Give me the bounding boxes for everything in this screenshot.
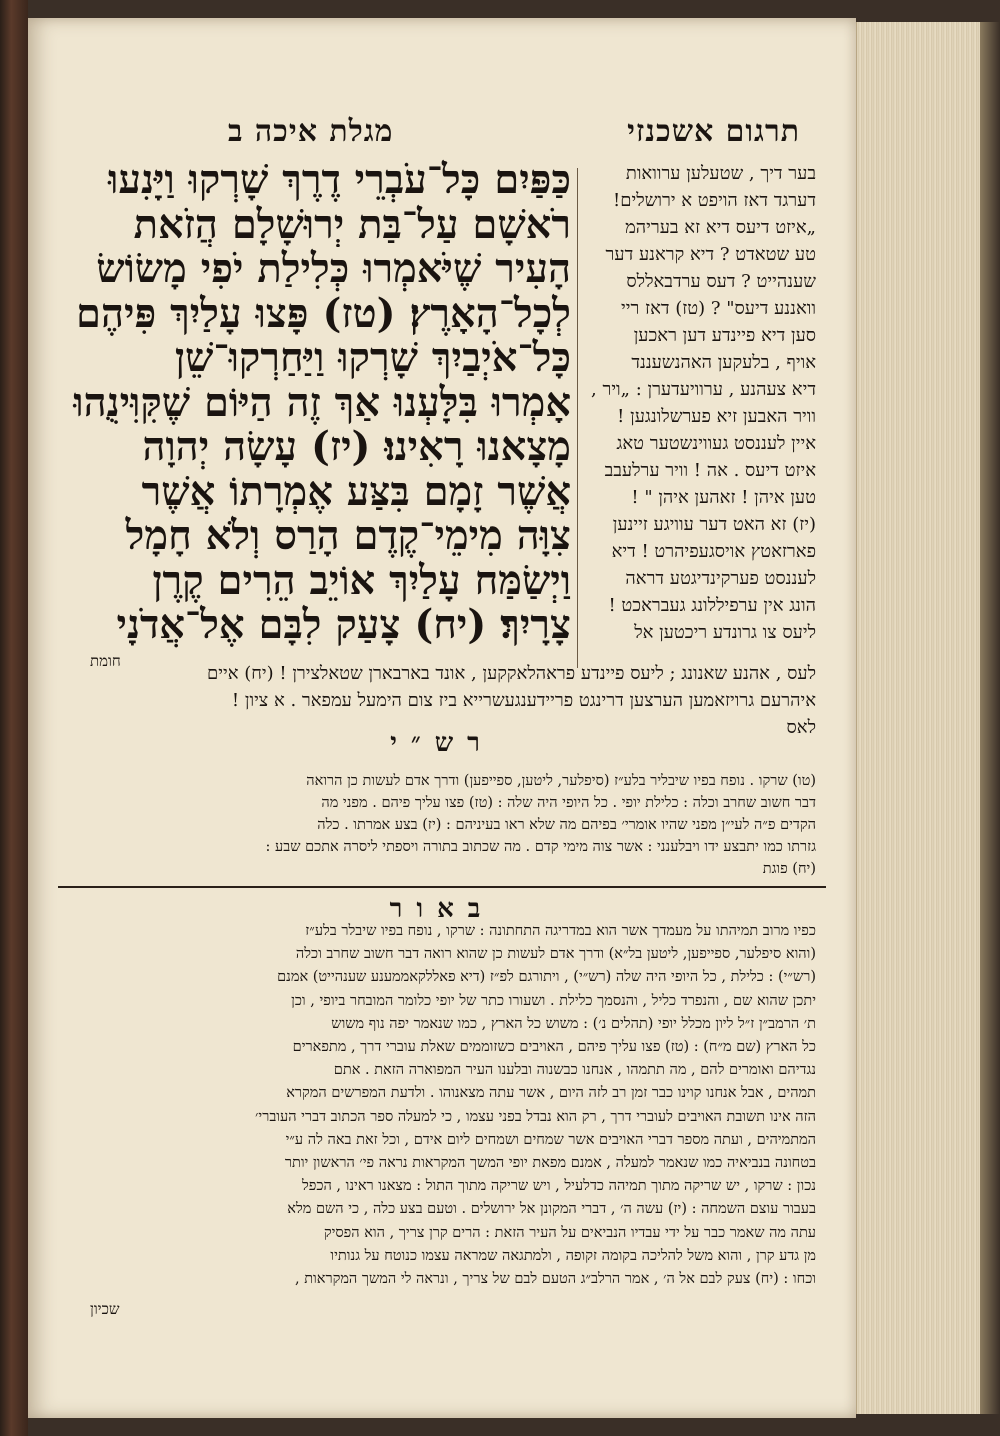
running-header-left: מגלת איכה ב xyxy=(228,114,394,149)
verse-line: וַיְשַׂמַּח עָלַיִךְ אוֹיֵב הֵרִים קֶרֶן xyxy=(152,558,571,603)
text-line: וויר האבען זיא פערשלונגען ! xyxy=(617,406,816,427)
text-line: איהרעם גרויזאמען הערצען דרינגט פריידענגעשרייא ביז צום הימעל עמפאר . א ציון ! xyxy=(231,690,816,711)
commentary-line: בעבור עוצם השמחה : (יז) עשה ה׳ , דברי המקונן אל ירושלים . וטעם בצע כלה , כי השם מלא xyxy=(287,1201,816,1218)
text-line: (יז) זא האט דער עוויגע זיינען xyxy=(612,514,816,535)
commentary-line: כל הארץ (שם מ״ח) : (טז) פצו עליך פיהם , האויבים כשזוממים שאלת עוברי דרך , מתפארים xyxy=(292,1039,816,1056)
hebrew-scripture-column xyxy=(71,158,571,648)
commentary-line: נכון : שרקו , יש שריקה מתוך תמיהה כדלעיל , ויש שריקה מתוך התול : מצאנו ראינו , הכפל xyxy=(301,1178,816,1195)
text-line: פארזאטץ אויסגעפיהרט ! דיא xyxy=(611,541,816,562)
verse-line: כָּל־אֹיְבַיִךְ שָׁרְקוּ וַיַּחַרְקוּ־שֵׁן xyxy=(174,336,571,381)
verse-line: הָעִיר שֶׁיֹּאמְרוּ כְּלִילַת יֹפִי מָשׂוֹשׂ xyxy=(96,247,571,292)
commentary-line: כפיו מרוב תמיהתו על מעמדך אשר הוא במדריגה התחתונה : שרקו , נופח בפיו שיבלר בלע״ז xyxy=(305,923,816,939)
commentary-line: עתה מה שאמר כבר על ידי עבדיו הנביאים על העיר הזאת : הרים קרן צריך , הוא הפסיק xyxy=(323,1224,816,1241)
commentary-line: גזרתו כמו יתבצע ידו ויבלענני : אשר צוה מימי קדם . מה שכתוב בתורה ויספתי ליסרה אתכם שבע : xyxy=(265,839,816,855)
book-spine xyxy=(0,0,28,1436)
section-rule xyxy=(58,886,826,888)
commentary-line: הזה אינו תשובת האויבים לעוברי דרך , רק הוא נבדל בפני עצמו , כי למעלה ספר הכתוב דברי העוברי׳ xyxy=(255,1108,816,1125)
commentary-line: תמהים , אבל אנחנו קוינו כבר זמן רב לזה היום , אשר עתה מצאנוהו . ולדעת המפרשים המקרא xyxy=(286,1085,816,1102)
running-header-right: תרגום אשכנזי xyxy=(627,114,800,149)
catchword-bottom: שכיון xyxy=(90,1300,120,1318)
text-line: איין לעננסט געווינשטער טאג xyxy=(616,433,816,454)
text-line: לעס , אהנע שאנונג ; ליעס פיינדע פראהלאקקען , אונד בארבארן שטאלצירן ! (יח) איים xyxy=(207,663,816,684)
text-line: טען איהן ! זאהען איהן " ! xyxy=(631,487,816,508)
verse-line: אָמְרוּ בִּלָּעְנוּ אַךְ זֶה הַיּוֹם שֶׁקִּוִּינֻהוּ xyxy=(73,380,571,425)
commentary-line: (טו) שרקו . נופח בפיו שיבליר בלע״ז (סיפלער, ליטען, ספייפען) ודרך אדם לעשות כן הרואה xyxy=(306,773,816,789)
yiddish-translation-column xyxy=(584,160,816,646)
commentary-line: בטחונה בנביאיה כמו שנאמר למעלה , אמנם מפאת יופי המשך המקראות נראה פי׳ הראשון יותר xyxy=(284,1155,816,1172)
text-line: אויף , בלעקען האהנשעננד xyxy=(631,352,816,373)
biur-commentary xyxy=(71,920,816,1291)
rashi-commentary xyxy=(71,770,816,880)
page-edge-shadow xyxy=(980,22,1000,1414)
commentary-line: (והוא סיפלער, ספייפען, ליטען בל״א) ודרך אדם לעשות כן שהוא רואה דבר חשוב שחרב וכלה xyxy=(295,946,816,963)
verse-line: לְכָל־הָאָרֶץ׃ (טז) פָּצוּ עָלַיִךְ פִּיהֶם xyxy=(76,291,571,336)
commentary-line: (רש״י) : כלילת , כל היופי היה שלה (רש״י) , ויתורגם לפ״ז (דיא פאללקאממענע שענהייט) אמנם xyxy=(277,969,816,986)
verse-line: צָרָיִךְ׃ (יח) צָעַק לִבָּם אֶל־אֲדֹנָי xyxy=(116,603,571,648)
verse-line: מָצָאנוּ רָאִינוּ׃ (יז) עָשָׂה יְהוָה xyxy=(142,425,571,470)
text-line: „איזט דיעס דיא זא בעריהמ xyxy=(625,217,816,238)
verse-line: רֹאשָׁם עַל־בַּת יְרוּשָׁלָם הֲזֹאת xyxy=(133,202,571,247)
text-line: ליעס צו גרונדע ריכטען אל xyxy=(634,622,816,643)
commentary-line: הקדים פ״ה לעי״ן מפני שהיו אומרי׳ בפיהם מה שלא ראו בעיניהם : (יז) בצע אמרתו . כלה xyxy=(317,817,816,833)
commentary-line: דבר חשוב שחרב וכלה : כלילת יופי . כל היופי היה שלה : (טז) פצו עליך פיהם . מפני מה xyxy=(321,795,816,811)
text-line: לעננסט פערקינדיגטע דראה xyxy=(625,568,816,589)
commentary-line: ת׳ הרמב״ן ז״ל ליון מכלל יופי (תהלים נ׳) : משוש כל הארץ , כמו שנאמר יפה נוף משוש xyxy=(331,1015,816,1032)
text-line: בער דיך , שטעלען ערוואות xyxy=(625,163,816,184)
catchword-top: חומת xyxy=(90,652,121,670)
text-line: וואננע דיעס" ? (טז) דאז ריי xyxy=(621,298,816,319)
page-fore-edge xyxy=(856,22,981,1414)
text-line: סען דיא פיינדע דען ראכען xyxy=(633,325,816,346)
verse-line: כַּפַּיִם כָּל־עֹבְרֵי דֶרֶךְ שָׁרְקוּ וַיָּנִעוּ xyxy=(108,158,571,203)
biur-heading: באור xyxy=(389,894,495,924)
commentary-line: נגדיהם ואומרים להם , מה תתמהו , אנחנו כבשנוה ובלענו העיר המפוארה הזאת . אתם xyxy=(333,1062,816,1079)
text-line: דיא צעהנע , ערוויעדערן : „ויר , xyxy=(591,379,816,400)
text-line: איזט דיעס . אה ! וויר ערלעבב xyxy=(604,460,816,481)
text-line: לאס xyxy=(786,717,816,738)
commentary-line: יתכן שהוא שם , והנפרד כליל , והנסמך כלילת . ושעורו כתר של יופי כלומר המובחר ביופי , וכן xyxy=(291,992,816,1009)
rashi-heading: רש״י xyxy=(390,728,494,758)
text-line: שענהייט ? דעס ערדבאללס xyxy=(626,271,816,292)
verse-line: צִוָּה מִימֵי־קֶדֶם הָרַס וְלֹא חָמָל xyxy=(125,514,571,559)
commentary-line: מן גדע קרן , והוא משל להליכה בקומה זקופה , ולמתגאה שמראה עצמו כנוטח על גנותיו xyxy=(330,1247,816,1264)
column-divider xyxy=(577,168,578,668)
commentary-line: המתמיהים , ועתה מספר דברי האויבים אשר שמחים ושמחים ליום אידם , וכל זאת באה לה ע״י xyxy=(285,1131,816,1148)
verse-line: אֲשֶׁר זָמָם בִּצַּע אֶמְרָתוֹ אֲשֶׁר xyxy=(141,469,571,514)
text-line: דערגד דאז הויפט א ירושלים! xyxy=(613,190,816,211)
text-line: טע שטאדט ? דיא קראנע דער xyxy=(605,244,816,265)
text-line: הונג אין ערפיללונג געבראכט ! xyxy=(608,595,816,616)
book-page xyxy=(28,18,856,1418)
commentary-line: וכחו : (יח) צעק לבם אל ה׳ , אמר הרלב״ג הטעם לבם של צריך , ונראה לי המשך המקראות , xyxy=(294,1271,816,1288)
commentary-line: (יח) פוגת xyxy=(762,861,816,877)
